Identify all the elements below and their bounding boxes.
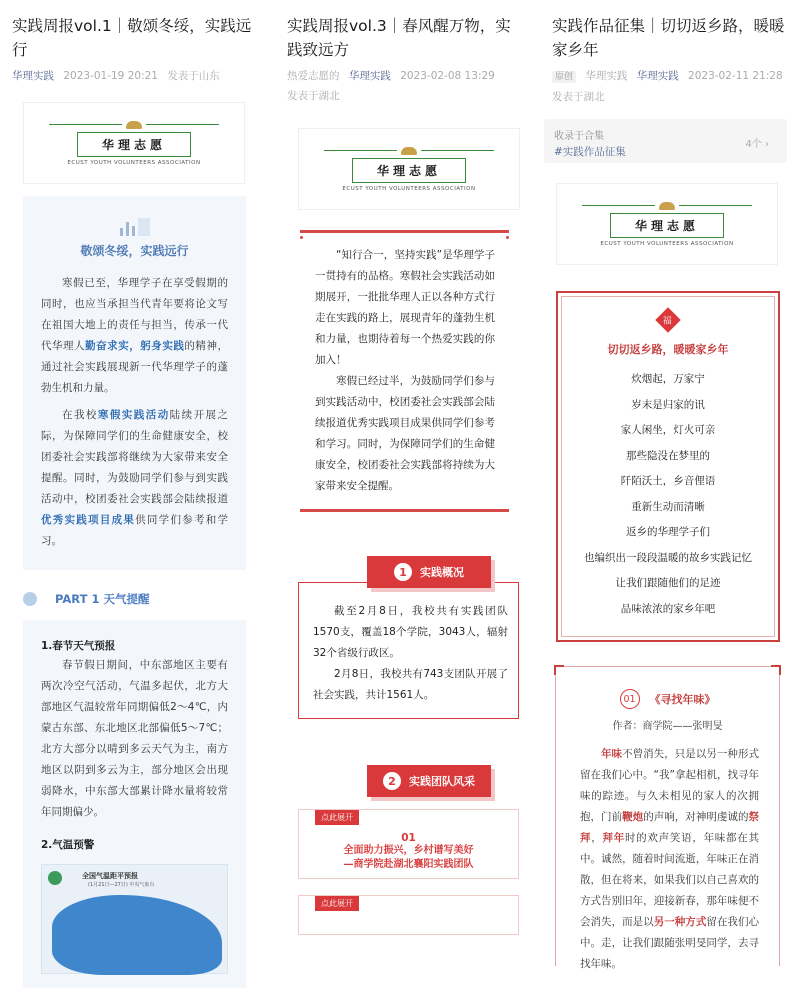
dot-icon	[23, 592, 37, 606]
article-column-2	[271, 0, 533, 908]
publish-time: 2023-02-08 13:29	[400, 70, 495, 82]
team-expand-card[interactable]	[298, 895, 519, 935]
article-title[interactable]: 实践周报vol.3｜春风醒万物，实践致远方	[287, 17, 511, 59]
weather-heading-2: 2.气温预警	[41, 839, 95, 851]
weather-heading-1: 1.春节天气预报	[41, 640, 116, 652]
weather-bureau-logo-icon	[48, 871, 62, 885]
logo-banner	[556, 183, 778, 265]
publish-location: 发表于山东	[167, 70, 220, 82]
article-column-3	[536, 0, 799, 970]
poem-line: 那些隐没在梦里的	[626, 449, 710, 462]
logo-name: 华理志愿	[77, 132, 191, 157]
intro-paragraph-2: 在我校寒假实践活动陆续开展之际，为保障同学们的生命健康安全，校团委社会实践部将继续为大家带来安全提醒。同时，为鼓励同学们参与到实践活动中，校团委社会实践部会陆续报道优秀实践项目成果供同学们参考和学习。	[41, 409, 229, 547]
section-heading-1	[271, 556, 533, 596]
collection-name[interactable]: #实践作品征集	[554, 146, 626, 158]
collection-count[interactable]: 4个 ›	[745, 139, 769, 150]
article-title[interactable]: 实践作品征集｜切切返乡路，暖暖家乡年	[552, 17, 785, 59]
team-title: 全面助力振兴，乡村谱写美好	[343, 845, 474, 856]
section-label: 实践概况	[420, 566, 464, 579]
section-heading-2	[271, 765, 533, 805]
article-heading	[556, 689, 779, 709]
article-meta	[271, 66, 533, 106]
article-meta	[536, 66, 799, 107]
logo-subtitle: ECUST YOUTH VOLUNTEERS ASSOCIATION	[67, 159, 201, 166]
map-title: 全国气温距平预报	[82, 872, 138, 880]
poem-line: 炊烟起，万家宁	[631, 373, 705, 385]
logo-subtitle: ECUST YOUTH VOLUNTEERS ASSOCIATION	[342, 185, 476, 192]
article-column-1	[0, 0, 262, 892]
publish-time: 2023-01-19 20:21	[63, 70, 158, 82]
article-author: 作者：商学院——张明旻	[612, 721, 723, 732]
logo-name: 华理志愿	[610, 213, 724, 238]
publish-location: 发表于湖北	[287, 90, 340, 102]
part-heading	[23, 586, 246, 612]
author-link[interactable]: 华理实践	[348, 70, 391, 82]
poem-line: 品味浓浓的家乡年吧	[620, 602, 716, 615]
poem-line: 家人闲坐，灯火可亲	[620, 424, 716, 436]
team-number: 01	[401, 832, 416, 844]
collection-card[interactable]	[544, 119, 787, 163]
article-work-title: 《寻找年味》	[649, 693, 716, 706]
weather-card	[23, 620, 246, 988]
logo-subtitle: ECUST YOUTH VOLUNTEERS ASSOCIATION	[600, 240, 734, 247]
poem-line: 也编织出一段段温暖的故乡实践记忆	[584, 551, 752, 564]
logo-banner	[298, 128, 520, 210]
author-nickname: 热爱志愿的	[287, 70, 340, 82]
expand-button[interactable]: 点此展开	[315, 810, 359, 825]
author-link[interactable]: 华理实践	[636, 70, 679, 82]
china-map-shape	[52, 895, 222, 975]
part-label: PART 1 天气提醒	[55, 592, 150, 606]
publish-time: 2023-02-11 21:28	[688, 70, 783, 82]
section-subtitle: 敬颂冬绥，实践远行	[80, 244, 189, 258]
cloud-icon	[659, 202, 675, 210]
intro-paragraph-1: 寒假已至，华理学子在享受假期的同时，也应当承担当代青年要将论文写在祖国大地上的责任与担当，传承一代代华理人勤奋求实，躬身实践的精神，通过社会实践展现新一代华理学子的蓬勃生机和力量。	[41, 277, 228, 394]
section-number: 2	[383, 772, 401, 790]
intro-card	[23, 196, 246, 570]
poem-line: 重新生动而清晰	[631, 500, 705, 513]
section-label: 实践团队风采	[409, 775, 475, 788]
author-link[interactable]: 华理实践	[12, 70, 54, 82]
team-expand-card[interactable]	[298, 809, 519, 879]
bar-chart-icon	[23, 196, 246, 236]
poem-frame	[556, 291, 780, 642]
logo-name: 华理志愿	[352, 158, 466, 183]
poem-title: 切切返乡路，暖暖家乡年	[607, 343, 729, 356]
article-meta	[0, 66, 262, 86]
article-card	[555, 666, 780, 970]
original-badge: 原创	[552, 71, 576, 83]
poem-line: 返乡的华理学子们	[626, 526, 710, 538]
map-subtitle: (1月21日—27日) 中央气象台	[88, 882, 155, 888]
poem-line: 阡陌沃土，乡音俚语	[620, 475, 716, 487]
summary-box	[298, 582, 519, 719]
divider-line	[300, 509, 509, 512]
cloud-icon	[126, 121, 142, 129]
poem-line: 岁末是归家的讯	[631, 398, 705, 411]
intro-paragraph-1: “知行合一，坚持实践”是华理学子一贯持有的品格。寒假社会实践活动如期展开，一批批华理人正以各种方式行走在实践的路上，展现青年的蓬勃生机和力量，也期待着每一个热爱实践的你加入！	[315, 249, 495, 366]
section-badge	[367, 765, 491, 797]
cloud-icon	[401, 147, 417, 155]
weather-body: 春节假日期间，中东部地区主要有两次冷空气活动，气温多起伏，北方大部地区气温较常年同期偏低2～4℃，内蒙古东部、东北地区北部偏低5～7℃；北方大部分以晴到多云天气为主，南方地区以阴到多云为主，部分地区会出现弱降水，中东部大部累计降水量将较常年同期偏少。	[41, 659, 228, 818]
summary-paragraph-1: 截至2月8日，我校共有实践团队1570支，覆盖18个学院，3043人，辐射32个省级行政区。	[313, 605, 508, 659]
team-subtitle: —商学院赴湖北襄阳实践团队	[343, 859, 474, 870]
expand-button[interactable]: 点此展开	[315, 896, 359, 911]
article-number: 01	[620, 689, 640, 709]
author-nickname: 华理实践	[585, 70, 628, 82]
section-badge	[367, 556, 491, 588]
intro-paragraph-2: 寒假已经过半，为鼓励同学们参与到实践活动中，校团委社会实践部会陆续报道优秀实践项目成果供同学们参考和学习。同时，为保障同学们的生命健康安全，校团委社会实践部将持续为大家带来安全提醒。	[315, 375, 495, 492]
collection-label: 收录于合集	[554, 131, 604, 142]
article-title[interactable]: 实践周报vol.1｜敬颂冬绥，实践远行	[12, 17, 252, 59]
article-body: 年味不曾消失，只是以另一种形式留在我们心中。“我”拿起相机，找寻年味的踪迹。与久未相见的家人的次拥抱，门前鞭炮的声响，对神明虔诚的祭拜，拜年时的欢声笑语，年味都在其中。诚然，随着时间流逝，年味正在消散，但在将来，如果我们以自己喜欢的方式告别旧年，迎接新春，那年味便不会消失，而是以另一种方式留在我们心中。走，让我们跟随张明旻同学，去寻找年味。	[580, 748, 760, 970]
divider-line	[300, 230, 509, 233]
poem-line: 让我们跟随他们的足迹	[615, 577, 721, 589]
fu-seal-icon: 福	[655, 307, 680, 332]
publish-location: 发表于湖北	[552, 91, 605, 103]
summary-paragraph-2: 2月8日，我校共有743支团队开展了社会实践，共计1561人。	[313, 668, 508, 701]
logo-banner	[23, 102, 245, 184]
temperature-map[interactable]	[41, 864, 228, 974]
section-number: 1	[394, 563, 412, 581]
